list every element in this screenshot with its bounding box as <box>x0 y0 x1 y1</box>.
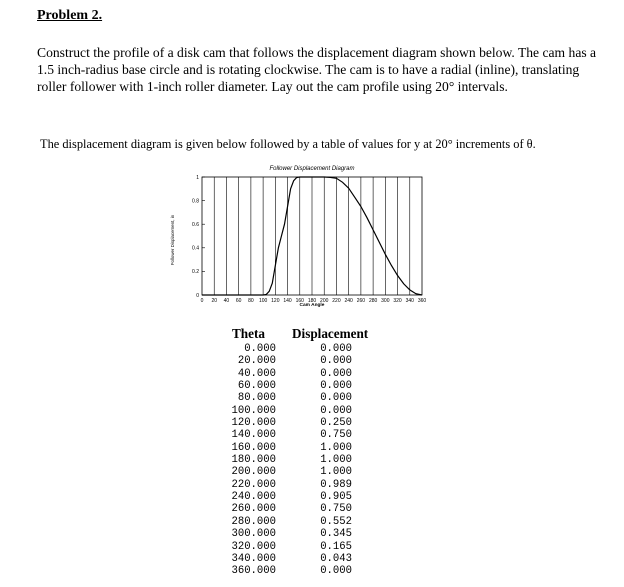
displacement-value: 0.000 <box>320 565 352 578</box>
x-tick-label: 260 <box>356 298 366 304</box>
x-tick-label: 80 <box>248 298 254 304</box>
chart-title: Follower Displacement Diagram <box>269 166 355 172</box>
displacement-value: 0.000 <box>320 367 352 380</box>
chart-xlabel: Cam Angle <box>299 303 325 308</box>
displacement-value: 0.000 <box>320 392 352 405</box>
displacement-value: 0.989 <box>320 478 352 491</box>
x-tick-label: 160 <box>295 298 304 304</box>
displacement-value: 0.552 <box>320 515 352 528</box>
x-tick-label: 240 <box>344 298 353 304</box>
x-tick-label: 60 <box>235 298 242 304</box>
x-tick-label: 340 <box>405 298 414 304</box>
theta-value: 240.000 <box>231 491 276 504</box>
displacement-value: 0.000 <box>320 355 352 368</box>
theta-value: 200.000 <box>231 466 276 479</box>
y-tick-label: 0.6 <box>192 222 199 228</box>
theta-value: 280.000 <box>231 515 276 528</box>
problem-title: Problem 2. <box>37 8 103 23</box>
displacement-value: 1.000 <box>320 454 352 467</box>
theta-value: 260.000 <box>231 503 276 516</box>
displacement-value: 0.000 <box>320 404 352 417</box>
diagram-intro: The displacement diagram is given below followed by a table of values for y at 20° increments of θ. <box>40 137 536 151</box>
x-tick-label: 20 <box>211 298 218 304</box>
displacement-value: 0.905 <box>320 491 352 504</box>
displacement-value: 0.750 <box>320 429 352 442</box>
x-tick-label: 0 <box>200 298 204 304</box>
y-tick-label: 1 <box>196 174 199 181</box>
displacement-value: 0.345 <box>320 528 352 541</box>
theta-value: 160.000 <box>231 441 276 454</box>
displacement-header: Displacement <box>292 326 369 341</box>
theta-value: 60.000 <box>237 380 276 393</box>
displacement-value: 0.000 <box>320 380 352 393</box>
chart-ylabel: Follower Displacement, in <box>170 214 175 266</box>
x-tick-label: 300 <box>381 298 390 304</box>
y-tick-label: 0.8 <box>192 198 199 205</box>
x-tick-label: 120 <box>271 298 280 304</box>
theta-value: 100.000 <box>231 404 276 417</box>
x-tick-label: 360 <box>417 298 427 304</box>
y-tick-label: 0 <box>196 292 199 299</box>
theta-value: 20.000 <box>237 355 276 368</box>
x-tick-label: 140 <box>283 298 292 304</box>
x-tick-label: 180 <box>307 298 317 304</box>
x-tick-label: 220 <box>332 298 341 304</box>
x-tick-label: 100 <box>258 298 268 304</box>
theta-value: 340.000 <box>231 552 276 565</box>
y-tick-label: 0.4 <box>192 245 199 252</box>
x-tick-label: 200 <box>320 298 329 304</box>
displacement-value: 0.000 <box>320 343 352 355</box>
displacement-value: 0.750 <box>320 503 352 516</box>
displacement-value: 1.000 <box>320 466 352 479</box>
theta-value: 40.000 <box>237 367 276 380</box>
x-tick-label: 40 <box>223 298 230 304</box>
x-tick-label: 320 <box>393 298 402 304</box>
theta-value: 120.000 <box>231 417 276 430</box>
theta-value: 80.000 <box>237 392 276 405</box>
theta-value: 300.000 <box>231 528 276 541</box>
displacement-value: 1.000 <box>320 441 352 454</box>
y-tick-label: 0.2 <box>192 269 199 276</box>
displacement-value: 0.165 <box>320 540 352 553</box>
theta-header: Theta <box>232 326 265 341</box>
theta-value: 180.000 <box>231 454 276 467</box>
displacement-chart <box>168 160 438 310</box>
x-tick-label: 280 <box>368 298 378 304</box>
theta-value: 0.000 <box>244 343 276 355</box>
theta-value: 220.000 <box>231 478 276 491</box>
theta-value: 140.000 <box>231 429 276 442</box>
theta-value: 320.000 <box>231 540 276 553</box>
theta-value: 360.000 <box>231 565 276 578</box>
displacement-column <box>312 343 352 578</box>
problem-statement: Construct the profile of a disk cam that follows the displacement diagram shown below. The cam has a 1.5 inch-radius base circle and is rotating clockwise. The cam is to have a radial (inline), translating roller follower with 1-inch roller diameter. Lay out the cam profile using 20° intervals. <box>37 45 597 94</box>
displacement-value: 0.043 <box>320 552 352 565</box>
displacement-value: 0.250 <box>320 417 352 430</box>
theta-column <box>218 343 276 578</box>
